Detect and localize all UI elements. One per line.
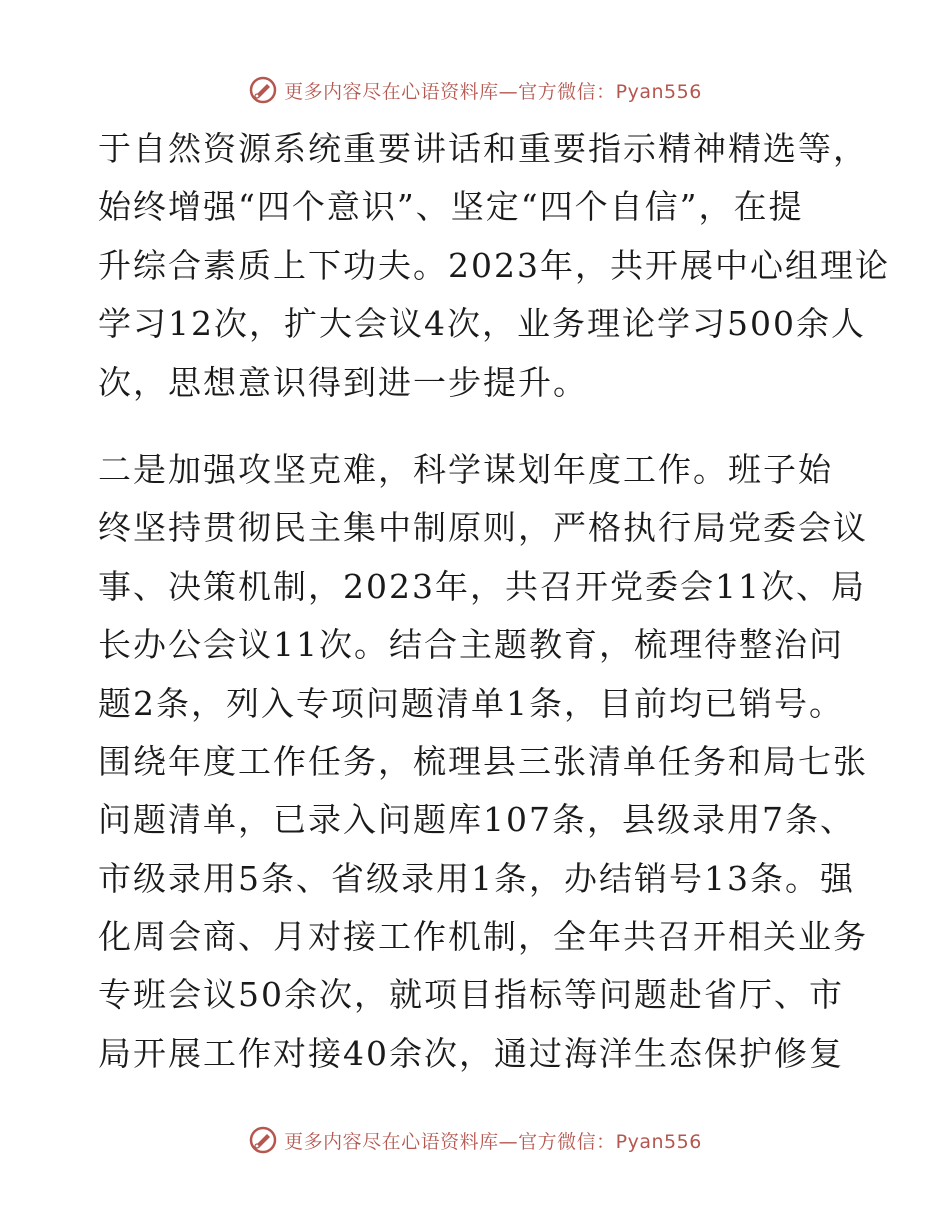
watermark-footer [0, 1120, 950, 1160]
text-line: 问题清单，已录入问题库107条，县级录用7条、 [98, 800, 855, 840]
text-line: 长办公会议11次。结合主题教育，梳理待整治问 [98, 625, 844, 665]
text-line: 次，思想意识得到进一步提升。 [98, 362, 588, 402]
text-line: 专班会议50余次，就项目指标等问题赴省厅、市 [98, 975, 844, 1015]
text-line: 事、决策机制，2023年，共召开党委会11次、局 [98, 566, 866, 606]
paragraph-1 [98, 120, 890, 412]
text-line: 升综合素质上下功夫。2023年，共开展中心组理论 [98, 245, 890, 285]
text-line: 于自然资源系统重要讲话和重要指示精神精选等， [98, 129, 868, 168]
text-line: 局开展工作对接40余次，通过海洋生态保护修复 [98, 1033, 844, 1073]
text-line: 学习12次，扩大会议4次，业务理论学习500余人 [98, 304, 866, 344]
paragraph-spacing [98, 412, 868, 441]
pen-nib-logo-icon [248, 1125, 278, 1155]
text-line: 二是加强攻坚克难，科学谋划年度工作。班子始 [98, 449, 833, 489]
text-line: 题2条，列入专项问题清单1条，目前均已销号。 [98, 683, 844, 723]
watermark-text: 更多内容尽在心语资料库—官方微信：Pyan556 [284, 80, 702, 103]
paragraph-2 [98, 441, 868, 1083]
pen-nib-logo-icon [248, 75, 278, 105]
text-line: 市级录用5条、省级录用1条，办结销号13条。强 [98, 858, 855, 898]
text-line: 始终增强“四个意识”、坚定“四个自信”，在提 [98, 187, 804, 227]
text-line: 围绕年度工作任务，梳理县三张清单任务和局七张 [98, 741, 868, 781]
text-line: 终坚持贯彻民主集中制原则，严格执行局党委会议 [98, 508, 868, 548]
document-body [98, 120, 890, 1083]
text-line: 化周会商、月对接工作机制，全年共召开相关业务 [98, 917, 868, 957]
watermark-text: 更多内容尽在心语资料库—官方微信：Pyan556 [284, 1130, 702, 1153]
watermark-header [0, 70, 950, 110]
